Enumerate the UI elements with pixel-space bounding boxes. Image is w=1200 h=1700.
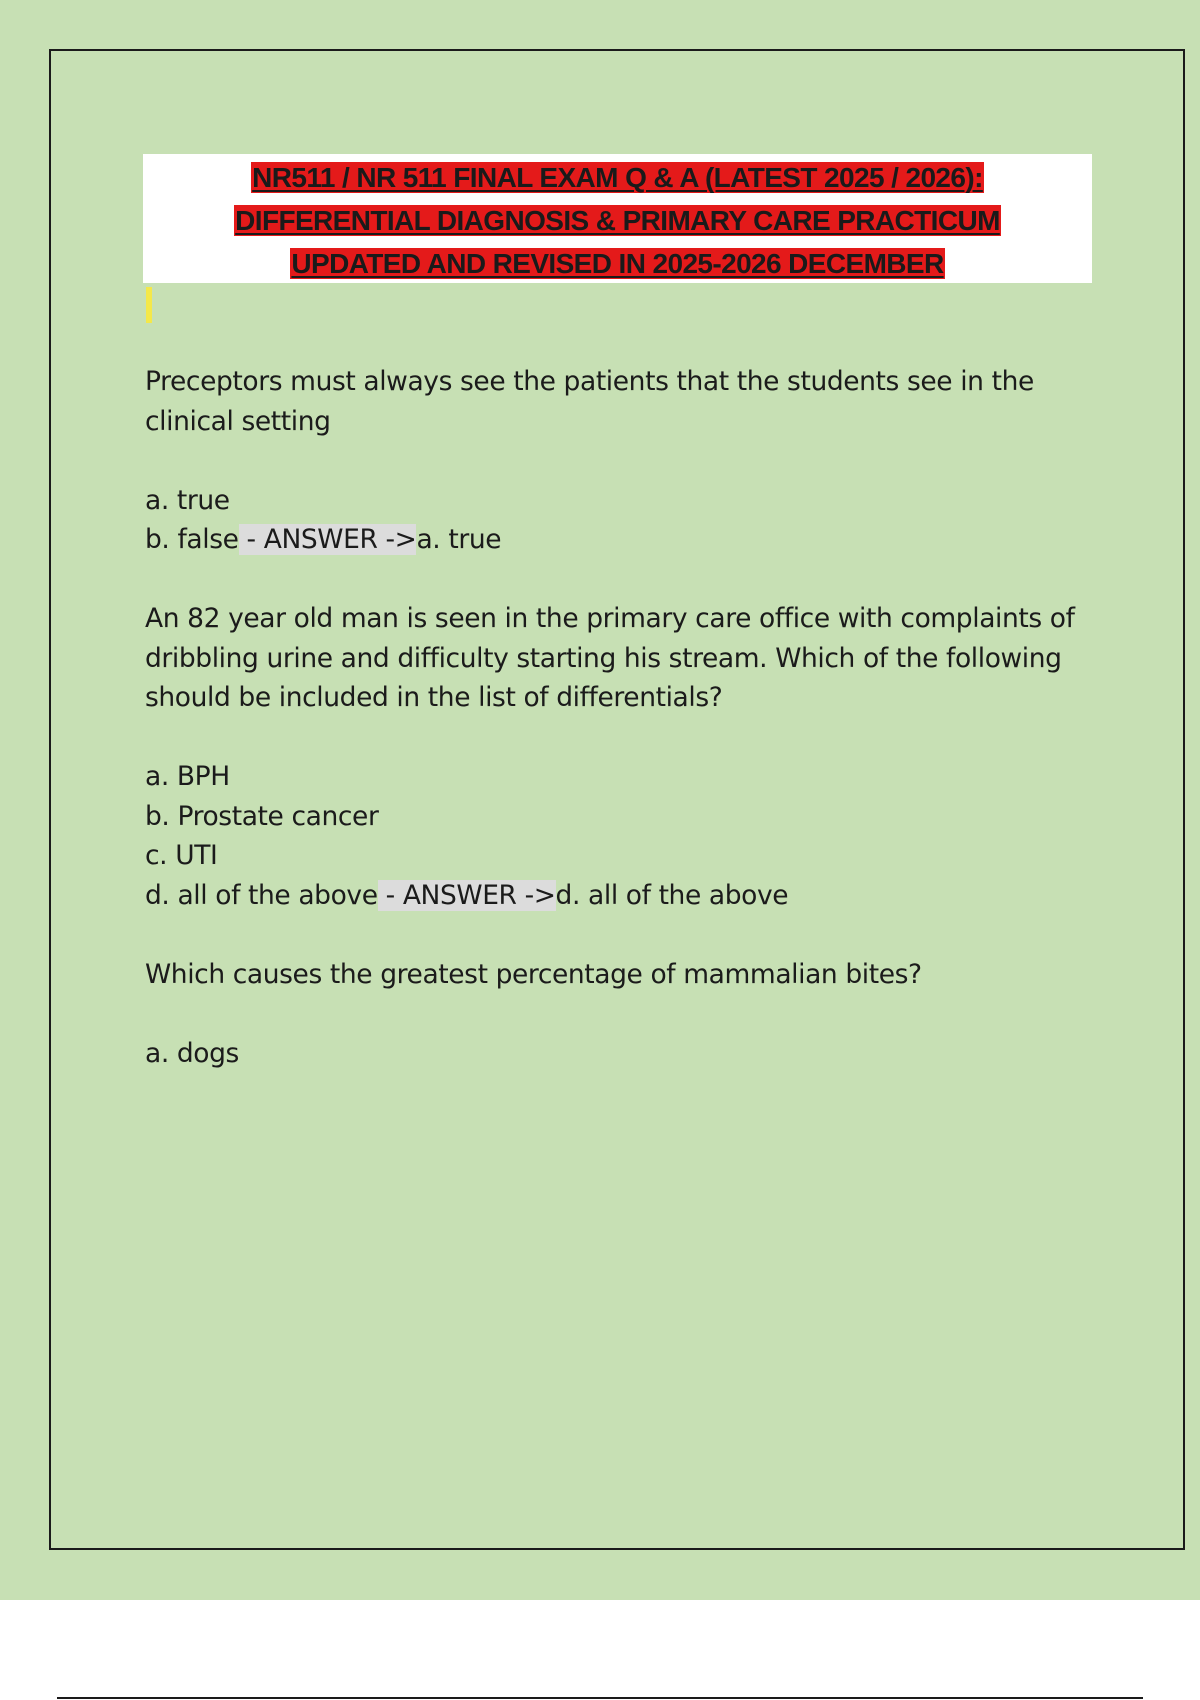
question-2-option-d bbox=[145, 876, 1105, 916]
text-cursor-highlight bbox=[146, 287, 152, 323]
question-2-option-b: b. Prostate cancer bbox=[145, 800, 379, 832]
question-2-stem-line-1: An 82 year old man is seen in the primary care office with complaints of bbox=[145, 603, 1075, 634]
question-1-stem-line-1: Preceptors must always see the patients that the students see in the bbox=[145, 366, 1034, 397]
question-1-option-b bbox=[145, 520, 1105, 560]
title-line-3: UPDATED AND REVISED IN 2025-2026 DECEMBER bbox=[291, 248, 944, 279]
questions-content bbox=[145, 362, 1105, 1073]
question-2-stem-line-2: dribbling urine and difficulty starting his stream. Which of the following bbox=[145, 642, 1062, 674]
question-2-option-d-text: d. all of the above bbox=[145, 879, 378, 911]
question-1-answer-marker: - ANSWER -> bbox=[238, 524, 417, 555]
question-3-stem-line-1: Which causes the greatest percentage of mammalian bites? bbox=[145, 958, 922, 990]
title-line-1: NR511 / NR 511 FINAL EXAM Q & A (LATEST 2025 / 2026): bbox=[252, 162, 983, 193]
question-2-answer-marker: - ANSWER -> bbox=[377, 879, 556, 911]
question-2-option-a: a. BPH bbox=[145, 761, 230, 792]
question-3-option-a: a. dogs bbox=[145, 1037, 239, 1069]
question-2-answer: d. all of the above bbox=[555, 879, 789, 911]
question-2-stem-line-3: should be included in the list of differentials? bbox=[145, 682, 723, 713]
title-line-2: DIFFERENTIAL DIAGNOSIS & PRIMARY CARE PRACTICUM bbox=[235, 205, 1000, 236]
question-1-option-a: a. true bbox=[145, 484, 230, 516]
question-1-option-b-text: b. false bbox=[145, 524, 239, 555]
question-2-option-c: c. UTI bbox=[145, 840, 218, 871]
footer-divider bbox=[57, 1697, 1143, 1699]
document-title bbox=[143, 154, 1092, 283]
question-1-stem-line-2: clinical setting bbox=[145, 405, 331, 437]
question-1-answer: a. true bbox=[416, 524, 502, 555]
